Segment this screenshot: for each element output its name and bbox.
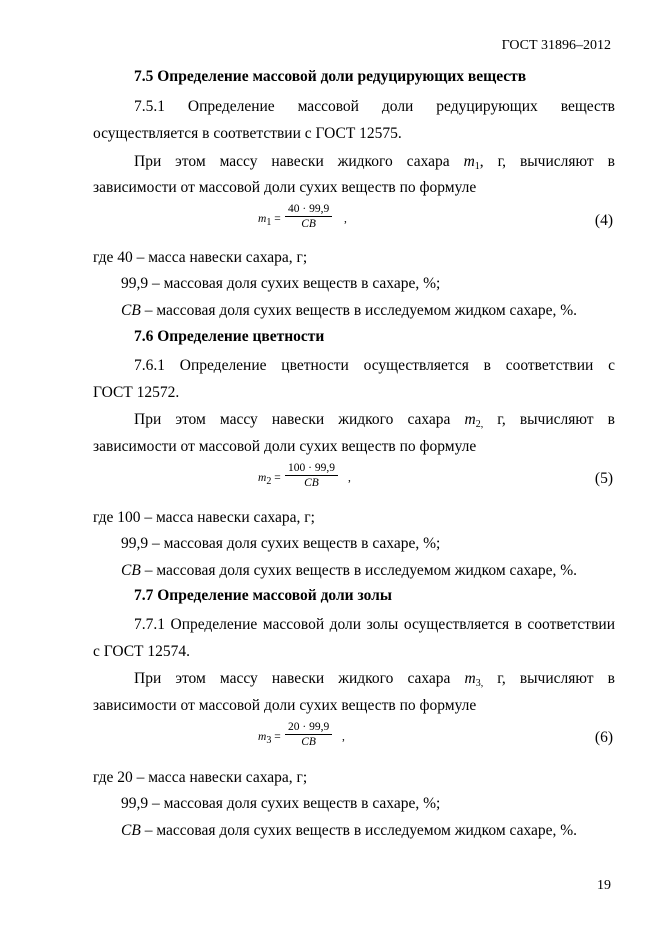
formula-numerator: 100 · 99,9 — [285, 462, 338, 476]
equation-number-5: (5) — [594, 470, 613, 487]
mass-variable: $m_{2,}$ — [464, 411, 484, 430]
word: сахара — [407, 670, 451, 687]
where-line-3: СВ – массовая доля сухих веществ в исследуемом жидком сахаре, %. — [121, 822, 578, 839]
word: г, — [497, 153, 507, 170]
section-7-6-heading: 7.6 Определение цветности — [134, 328, 325, 345]
paragraph-7-7-1-line2: с ГОСТ 12574. — [93, 643, 191, 660]
paragraph-7-6-1-line2: ГОСТ 12572. — [93, 384, 180, 401]
paragraph-7-5-1-line1 — [134, 97, 615, 117]
equation-number-6: (6) — [594, 729, 613, 746]
formula-denominator: СВ — [304, 477, 319, 489]
word: цветности — [281, 357, 349, 374]
word: вычисляют — [519, 411, 594, 428]
word: массовой — [262, 616, 325, 633]
where-line-3: СВ – массовая доля сухих веществ в исследуемом жидком сахаре, %. — [121, 562, 578, 579]
where-line-2: 99,9 – массовая доля сухих веществ в сахаре, %; — [121, 275, 441, 292]
section-7-7-heading: 7.7 Определение массовой доли золы — [134, 587, 392, 604]
word: этом — [175, 411, 206, 428]
formula-fraction — [285, 721, 332, 748]
word: навески — [271, 411, 325, 428]
word: жидкого — [337, 153, 393, 170]
paragraph-7-5-2-line2: зависимости от массовой доли сухих веществ по формуле — [93, 179, 477, 196]
word: массу — [219, 153, 258, 170]
word: соответствии — [527, 616, 615, 633]
word: жидкого — [338, 670, 394, 687]
mass-variable: $m_{3,}$ — [464, 670, 484, 689]
word: золы — [366, 616, 399, 633]
word: массовой — [297, 98, 359, 115]
word: 7.7.1 — [134, 616, 165, 633]
word: массу — [219, 411, 258, 428]
word: навески — [271, 670, 325, 687]
word: с — [608, 357, 615, 374]
formula-denominator: СВ — [301, 218, 316, 230]
formula-numerator: 20 · 99,9 — [285, 721, 332, 735]
word: При — [134, 670, 162, 687]
formula-denominator: СВ — [301, 736, 316, 748]
word: этом — [175, 670, 206, 687]
formula-comma: , — [344, 213, 347, 225]
word: в — [483, 357, 491, 374]
word: в — [607, 411, 615, 428]
where-line-2: 99,9 – массовая доля сухих веществ в сахаре, %; — [121, 535, 441, 552]
word: сахара — [406, 153, 450, 170]
where-line-2: 99,9 – массовая доля сухих веществ в сахаре, %; — [121, 795, 441, 812]
word: Определение — [187, 98, 275, 115]
formula-comma: , — [348, 472, 351, 484]
where-line-3: СВ – массовая доля сухих веществ в исследуемом жидком сахаре, %. — [121, 302, 578, 319]
section-7-5-heading: 7.5 Определение массовой доли редуцирующих веществ — [134, 68, 527, 85]
word: редуцирующих — [436, 98, 538, 115]
word: Определение — [179, 357, 267, 374]
paragraph-7-6-2-line2: зависимости от массовой доли сухих веществ по формуле — [93, 438, 477, 455]
paragraph-7-7-2-line1 — [134, 669, 615, 694]
word: в — [514, 616, 522, 633]
word: осуществляется — [403, 616, 510, 633]
paragraph-7-5-1-line2: осуществляется в соответствии с ГОСТ 12575. — [93, 125, 402, 142]
formula-lhs: m3 = — [258, 731, 281, 746]
page-number: 19 — [597, 878, 611, 893]
formula-comma: , — [342, 731, 345, 743]
formula-numerator: 40 · 99,9 — [285, 203, 332, 217]
formula-lhs: m1 = — [258, 213, 281, 228]
word: Определение — [170, 616, 258, 633]
word: г, — [497, 411, 506, 428]
word: жидкого — [338, 411, 394, 428]
word: в — [607, 153, 615, 170]
word: в — [607, 670, 615, 687]
paragraph-7-6-1-line1 — [134, 356, 615, 376]
where-line-1: где 100 – масса навески сахара, г; — [93, 509, 315, 526]
standard-header: ГОСТ 31896–2012 — [501, 38, 611, 53]
equation-number-4: (4) — [594, 212, 613, 229]
paragraph-7-6-2-line1 — [134, 410, 615, 435]
word: вычисляют — [519, 153, 594, 170]
word: этом — [175, 153, 206, 170]
word: При — [134, 411, 162, 428]
word: 7.6.1 — [134, 357, 165, 374]
word: доли — [381, 98, 414, 115]
formula-fraction — [285, 203, 332, 230]
word: вычисляют — [519, 670, 594, 687]
word: веществ — [560, 98, 615, 115]
where-line-1: где 20 – масса навески сахара, г; — [93, 769, 308, 786]
word: 7.5.1 — [134, 98, 165, 115]
word: При — [134, 153, 162, 170]
formula-fraction — [285, 462, 338, 489]
word: сахара — [407, 411, 451, 428]
mass-variable: $m_1$, — [463, 153, 484, 172]
word: навески — [271, 153, 324, 170]
word: соответствии — [505, 357, 594, 374]
paragraph-7-7-1-line1 — [134, 615, 615, 635]
formula-lhs: m2 = — [258, 472, 281, 487]
where-line-1: где 40 – масса навески сахара, г; — [93, 249, 308, 266]
paragraph-7-5-2-line1 — [134, 152, 615, 177]
word: доли — [329, 616, 362, 633]
word: массу — [219, 670, 258, 687]
paragraph-7-7-2-line2: зависимости от массовой доли сухих веществ по формуле — [93, 697, 477, 714]
word: осуществляется — [363, 357, 469, 374]
word: г, — [497, 670, 506, 687]
